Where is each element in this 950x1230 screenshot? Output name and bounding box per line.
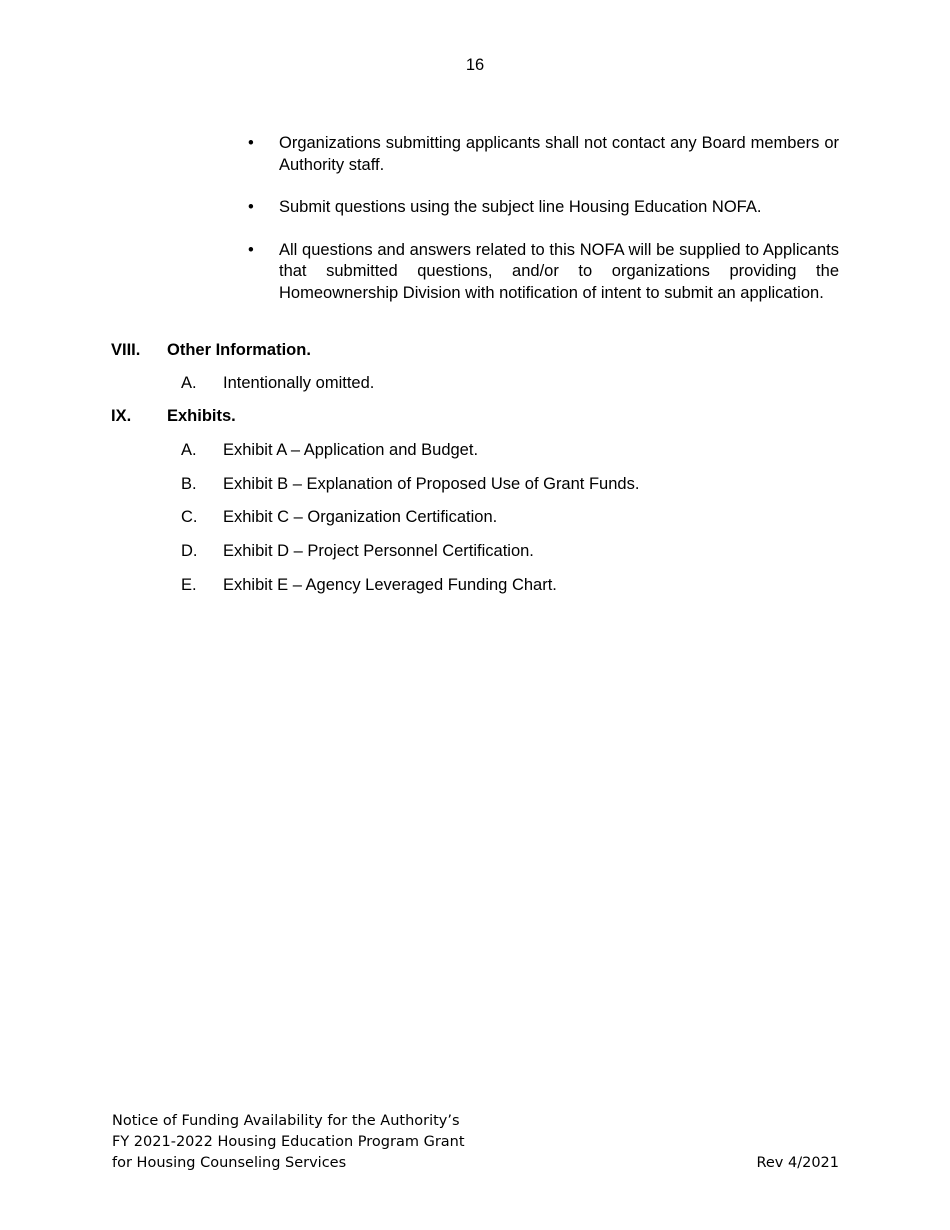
page-number: 16 [465,56,485,74]
bullet-text: All questions and answers related to this NOFA will be supplied to Applicants that submitted questions, and/or to organizations providing the Homeownership Division with notification of intent to submit an application. [279,240,839,302]
section-number: VIII. [111,341,141,359]
item-letter: A. [181,441,197,459]
item-letter: A. [181,374,197,392]
bullet-list [248,133,839,325]
footer-line: FY 2021-2022 Housing Education Program Grant [112,1134,465,1150]
item-letter: E. [181,576,197,594]
footer-line: for Housing Counseling Services [112,1155,347,1171]
item-text: Exhibit D – Project Personnel Certification. [223,542,534,560]
list-item [248,133,839,176]
item-text: Exhibit C – Organization Certification. [223,508,498,526]
footer-line: Notice of Funding Availability for the Authority’s [112,1113,460,1129]
item-letter: B. [181,475,197,493]
item-text: Intentionally omitted. [223,374,375,392]
bullet-icon: • [248,198,254,216]
bullet-text: Submit questions using the subject line Housing Education NOFA. [279,198,762,216]
item-text: Exhibit E – Agency Leveraged Funding Chart. [223,576,557,594]
list-item [248,240,839,305]
section-title: Other Information. [167,341,311,359]
item-letter: D. [181,542,198,560]
footer-revision: Rev 4/2021 [756,1155,839,1171]
item-text: Exhibit B – Explanation of Proposed Use of Grant Funds. [223,475,640,493]
item-text: Exhibit A – Application and Budget. [223,441,479,459]
item-letter: C. [181,508,198,526]
bullet-icon: • [248,240,254,259]
section-title: Exhibits. [167,407,236,425]
bullet-icon: • [248,134,254,152]
footer-notice [112,1111,465,1174]
bullet-text: Organizations submitting applicants shall not contact any Board members or Authority staff. [279,134,839,174]
section-number: IX. [111,407,132,425]
list-item [248,197,839,219]
